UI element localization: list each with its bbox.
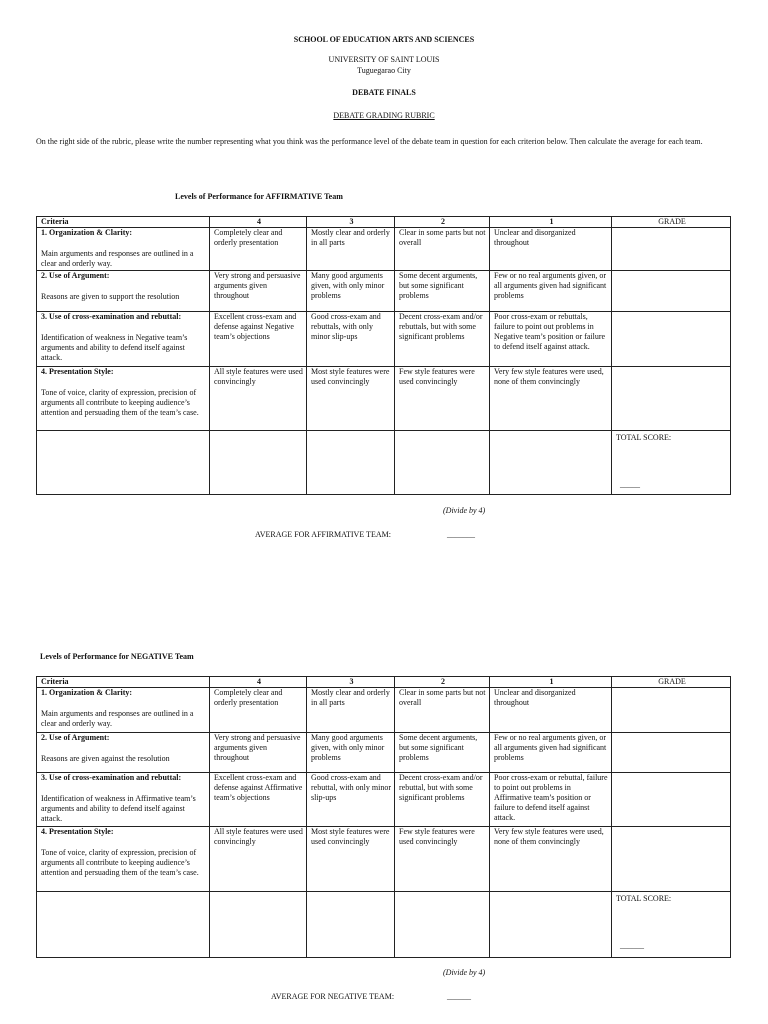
- level-1-cell: Poor cross-exam or rebuttals, failure to point out problems in Negative team’s position or failure to defend itself against attack.: [490, 312, 612, 367]
- total-score-cell: [612, 892, 731, 958]
- instructions-paragraph: On the right side of the rubric, please write the number representing what you think was the performance level of the debate team in question for each criterion below. Then calculate the average for each team.: [36, 137, 703, 146]
- total-score-label: TOTAL SCORE:: [616, 433, 672, 442]
- negative-rubric-table: [36, 676, 731, 958]
- empty-cell: [210, 892, 307, 958]
- level-1-cell: Poor cross-exam or rebuttal, failure to point out problems in Affirmative team’s position or failure to defend itself against attack.: [490, 773, 612, 827]
- criterion-label: 2. Use of Argument:: [41, 271, 110, 280]
- empty-cell: [490, 892, 612, 958]
- criterion-cell: [37, 367, 210, 431]
- empty-cell: [395, 892, 490, 958]
- empty-cell: [37, 892, 210, 958]
- cross-examination-row: [37, 312, 731, 367]
- level-4-cell: Very strong and persuasive arguments given throughout: [210, 733, 307, 773]
- criterion-label: 4. Presentation Style:: [41, 827, 114, 836]
- level-2-cell: Few style features were used convincingly: [395, 827, 490, 892]
- level-4-cell: Excellent cross-exam and defense against Negative team’s objections: [210, 312, 307, 367]
- level-3-cell: Good cross-exam and rebuttal, with only minor slip-ups: [307, 773, 395, 827]
- criterion-description: Tone of voice, clarity of expression, precision of arguments all contribute to keeping audience’s attention and persuading them of the team’s case.: [41, 848, 199, 877]
- average-label: AVERAGE FOR NEGATIVE TEAM:: [271, 992, 395, 1001]
- level-4-cell: Excellent cross-exam and defense against Affirmative team’s objections: [210, 773, 307, 827]
- grade-cell: [612, 827, 731, 892]
- table-header-row: [37, 677, 731, 688]
- university-name: UNIVERSITY OF SAINT LOUIS: [328, 55, 440, 64]
- level-2-cell: Some decent arguments, but some significant problems: [395, 271, 490, 312]
- level-4-cell: All style features were used convincingly: [210, 367, 307, 431]
- event-title: DEBATE FINALS: [352, 88, 416, 97]
- use-of-argument-row: [37, 271, 731, 312]
- presentation-style-row: [37, 827, 731, 892]
- grade-cell: [612, 228, 731, 271]
- rubric-title-line: [0, 111, 768, 121]
- column-header-level-1: 1: [490, 217, 612, 228]
- level-3-cell: Mostly clear and orderly in all parts: [307, 688, 395, 733]
- grade-cell: [612, 733, 731, 773]
- average-blank: _______: [447, 530, 475, 539]
- grade-cell: [612, 367, 731, 431]
- level-4-cell: All style features were used convincingly: [210, 827, 307, 892]
- column-header-criteria: Criteria: [37, 217, 210, 228]
- affirmative-rubric-table: [36, 216, 731, 495]
- column-header-level-4: 4: [210, 217, 307, 228]
- school-name: SCHOOL OF EDUCATION ARTS AND SCIENCES: [293, 35, 475, 44]
- criterion-description: Reasons are given to support the resolution: [41, 292, 180, 301]
- level-2-cell: Few style features were used convincingly: [395, 367, 490, 431]
- presentation-style-row: [37, 367, 731, 431]
- divide-note: (Divide by 4): [443, 506, 486, 515]
- empty-cell: [307, 892, 395, 958]
- level-1-cell: Unclear and disorganized throughout: [490, 228, 612, 271]
- criterion-description: Identification of weakness in Negative team’s arguments and ability to defend itself against attack.: [41, 333, 188, 362]
- level-4-cell: Completely clear and orderly presentation: [210, 228, 307, 271]
- empty-cell: [210, 431, 307, 495]
- level-2-cell: Decent cross-exam and/or rebuttal, but with some significant problems: [395, 773, 490, 827]
- level-4-cell: Completely clear and orderly presentation: [210, 688, 307, 733]
- column-header-level-4: 4: [210, 677, 307, 688]
- empty-cell: [490, 431, 612, 495]
- level-2-cell: Decent cross-exam and/or rebuttals, but with some significant problems: [395, 312, 490, 367]
- total-score-label: TOTAL SCORE:: [616, 894, 672, 903]
- criterion-cell: [37, 827, 210, 892]
- total-score-blank: _____: [620, 480, 640, 489]
- grade-cell: [612, 688, 731, 733]
- column-header-level-3: 3: [307, 217, 395, 228]
- level-3-cell: Mostly clear and orderly in all parts: [307, 228, 395, 271]
- criterion-label: 1. Organization & Clarity:: [41, 228, 133, 237]
- level-2-cell: Some decent arguments, but some significant problems: [395, 733, 490, 773]
- criterion-label: 4. Presentation Style:: [41, 367, 114, 376]
- level-3-cell: Many good arguments given, with only minor problems: [307, 271, 395, 312]
- level-1-cell: Few or no real arguments given, or all arguments given had significant problems: [490, 733, 612, 773]
- grade-cell: [612, 312, 731, 367]
- criterion-cell: [37, 688, 210, 733]
- total-score-row: [37, 892, 731, 958]
- cross-examination-row: [37, 773, 731, 827]
- total-score-blank: ______: [620, 941, 644, 950]
- criterion-cell: [37, 271, 210, 312]
- average-label: AVERAGE FOR AFFIRMATIVE TEAM:: [255, 530, 391, 539]
- criterion-cell: [37, 773, 210, 827]
- column-header-criteria: Criteria: [37, 677, 210, 688]
- grade-cell: [612, 773, 731, 827]
- column-header-level-1: 1: [490, 677, 612, 688]
- organization-clarity-row: [37, 688, 731, 733]
- organization-clarity-row: [37, 228, 731, 271]
- level-1-cell: Unclear and disorganized throughout: [490, 688, 612, 733]
- criterion-description: Main arguments and responses are outlined in a clear and orderly way.: [41, 249, 194, 268]
- empty-cell: [307, 431, 395, 495]
- use-of-argument-row: [37, 733, 731, 773]
- rubric-title: DEBATE GRADING RUBRIC: [333, 111, 435, 120]
- level-3-cell: Most style features were used convincingly: [307, 827, 395, 892]
- total-score-cell: [612, 431, 731, 495]
- negative-section-title: Levels of Performance for NEGATIVE Team: [40, 652, 194, 661]
- level-3-cell: Many good arguments given, with only minor problems: [307, 733, 395, 773]
- city-name: Tuguegarao City: [357, 66, 411, 75]
- divide-note: (Divide by 4): [443, 968, 486, 977]
- level-4-cell: Very strong and persuasive arguments given throughout: [210, 271, 307, 312]
- level-3-cell: Most style features were used convincingly: [307, 367, 395, 431]
- column-header-level-2: 2: [395, 677, 490, 688]
- criterion-description: Reasons are given against the resolution: [41, 754, 170, 763]
- criterion-description: Identification of weakness in Affirmative team’s arguments and ability to defend itself against attack.: [41, 794, 196, 823]
- level-2-cell: Clear in some parts but not overall: [395, 688, 490, 733]
- criterion-label: 3. Use of cross-examination and rebuttal:: [41, 773, 182, 782]
- average-blank: ______: [447, 992, 471, 1001]
- criterion-cell: [37, 733, 210, 773]
- criterion-label: 2. Use of Argument:: [41, 733, 110, 742]
- criterion-description: Main arguments and responses are outlined in a clear and orderly way.: [41, 709, 194, 728]
- level-1-cell: Few or no real arguments given, or all arguments given had significant problems: [490, 271, 612, 312]
- empty-cell: [37, 431, 210, 495]
- affirmative-section-title: Levels of Performance for AFFIRMATIVE Team: [175, 192, 343, 201]
- criterion-cell: [37, 228, 210, 271]
- column-header-level-3: 3: [307, 677, 395, 688]
- table-header-row: [37, 217, 731, 228]
- level-1-cell: Very few style features were used, none of them convincingly: [490, 827, 612, 892]
- level-3-cell: Good cross-exam and rebuttals, with only minor slip-ups: [307, 312, 395, 367]
- column-header-level-2: 2: [395, 217, 490, 228]
- grade-cell: [612, 271, 731, 312]
- empty-cell: [395, 431, 490, 495]
- total-score-row: [37, 431, 731, 495]
- level-1-cell: Very few style features were used, none of them convincingly: [490, 367, 612, 431]
- column-header-grade: GRADE: [612, 217, 731, 228]
- criterion-description: Tone of voice, clarity of expression, precision of arguments all contribute to keeping audience’s attention and persuading them of the team’s case.: [41, 388, 199, 417]
- criterion-cell: [37, 312, 210, 367]
- level-2-cell: Clear in some parts but not overall: [395, 228, 490, 271]
- criterion-label: 1. Organization & Clarity:: [41, 688, 133, 697]
- criterion-label: 3. Use of cross-examination and rebuttal:: [41, 312, 182, 321]
- column-header-grade: GRADE: [612, 677, 731, 688]
